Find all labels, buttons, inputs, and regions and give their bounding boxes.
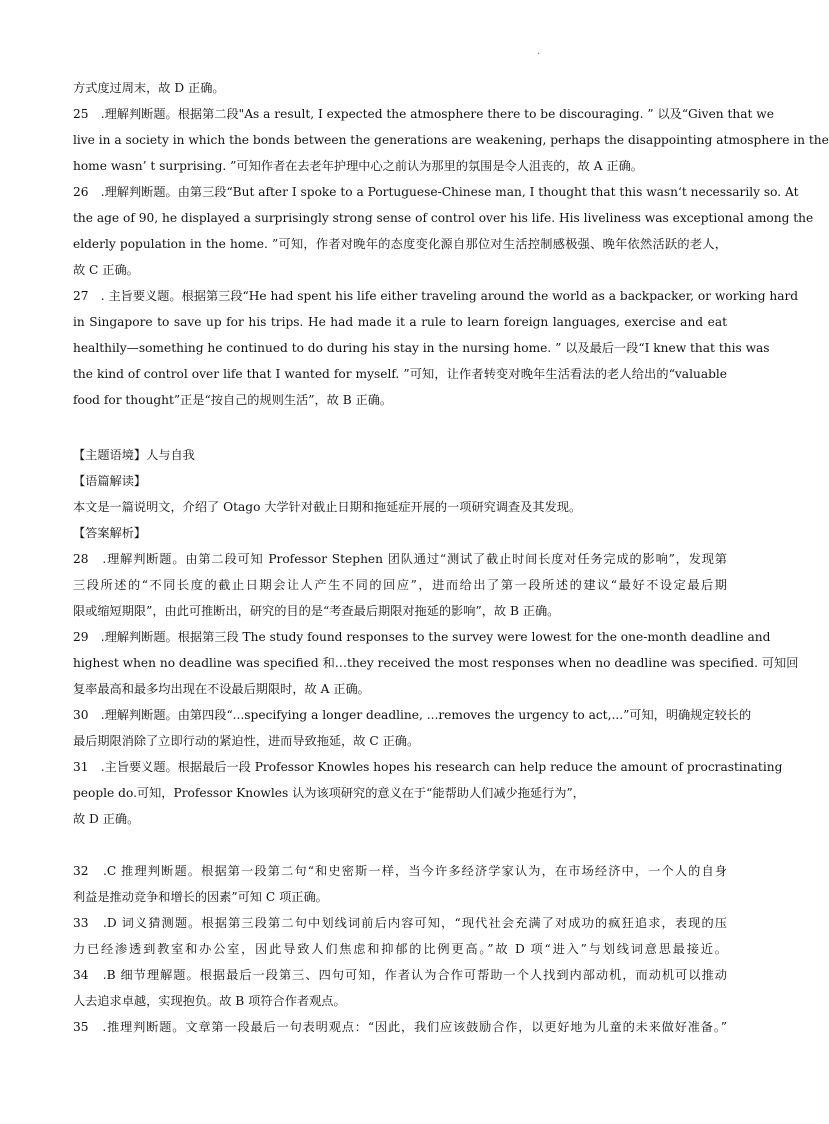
text-line: 最后期限消除了立即行动的紧迫性，进而导致拖延，故 C 正确。 (73, 734, 420, 748)
text-line: 三段所述的“不同长度的截止日期会让人产生不同的回应”，进而给出了第一段所述的建议“最好不设定最后期 (73, 578, 727, 592)
text-line: 故 C 正确。 (73, 263, 139, 277)
answer-section-28-31 (73, 442, 799, 832)
text-line: highest when no deadline was specified 和…they received the most responses when no deadline was specified. 可知回 (73, 656, 799, 670)
text-line: 本文是一篇说明文，介绍了 Otago 大学针对截止日期和拖延症开展的一项研究调查及其发现。 (73, 500, 582, 514)
text-line: 25 .理解判断题。根据第二段"As a result, I expected the atmosphere there to be discouraging. ” 以及“Given that we (73, 107, 774, 121)
text-line: 利益是推动竞争和增长的因素”可知 C 项正确。 (73, 890, 328, 904)
answer-section-32-35 (73, 858, 727, 1040)
text-line: 34 .B 细节理解题。根据最后一段第三、四句可知，作者认为合作可帮助一个人找到内部动机，而动机可以推动 (73, 968, 727, 982)
text-line: 力已经渗透到教室和办公室，因此导致人们焦虑和抑郁的比例更高。”故 D 项“进入”与划线词意思最接近。 (73, 942, 727, 956)
answer-section-25-27 (73, 75, 829, 413)
text-line: 35 .推理判断题。文章第一段最后一句表明观点：“因此，我们应该鼓励合作，以更好地为儿童的未来做好准备。” (73, 1020, 727, 1034)
text-line: 人去追求卓越，实现抱负。故 B 项符合作者观点。 (73, 994, 346, 1008)
text-line: 29 .理解判断题。根据第三段 The study found responses to the survey were lowest for the one-month deadline and (73, 630, 771, 644)
text-line: healthily—something he continued to do during his stay in the nursing home. ” 以及最后一段“I knew that this was (73, 341, 770, 355)
text-line: the age of 90, he displayed a surprisingly strong sense of control over his life. His liveliness was exceptional among the (73, 211, 814, 225)
text-line: food for thought”正是“按自己的规则生活”，故 B 正确。 (73, 393, 393, 407)
section-heading: 【语篇解读】 (73, 474, 147, 488)
text-line: in Singapore to save up for his trips. He had made it a rule to learn foreign languages, exercise and eat (73, 315, 727, 329)
text-line: 27 . 主旨要义题。根据第三段“He had spent his life either traveling around the world as a backpacker, or working hard (73, 289, 799, 303)
text-line: 33 .D 词义猜测题。根据第三段第二句中划线词前后内容可知，“现代社会充满了对成功的疯狂追求，表现的压 (73, 916, 727, 930)
text-line: 31 .主旨要义题。根据最后一段 Professor Knowles hopes his research can help reduce the amount of procrastinating (73, 760, 783, 774)
text-line: 限或缩短期限”，由此可推断出，研究的目的是“考查最后期限对拖延的影响”，故 B 正确。 (73, 604, 560, 618)
text-line: 32 .C 推理判断题。根据第一段第二句“和史密斯一样，当今许多经济学家认为，在市场经济中，一个人的自身 (73, 864, 727, 878)
section-heading: 【答案解析】 (73, 526, 147, 540)
header-mark: . (537, 46, 541, 57)
text-line: people do.可知，Professor Knowles 认为该项研究的意义在于“能帮助人们减少拖延行为”， (73, 786, 585, 800)
text-line: elderly population in the home. ”可知，作者对晚年的态度变化源自那位对生活控制感极强、晚年依然活跃的老人， (73, 237, 727, 251)
text-line: home wasn’ t surprising. ”可知作者在去老年护理中心之前认为那里的氛围是令人沮丧的，故 A 正确。 (73, 159, 643, 173)
text-line: 复率最高和最多均出现在不设最后期限时，故 A 正确。 (73, 682, 370, 696)
text-line: 30 .理解判断题。由第四段“...specifying a longer deadline, ...removes the urgency to act,...”可知，明确规定较长的 (73, 708, 752, 722)
text-line: 26 .理解判断题。由第三段“But after I spoke to a Portuguese-Chinese man, I thought that this wasn‘t necessarily so. At (73, 185, 799, 199)
text-line: live in a society in which the bonds between the generations are weakening, perhaps the disappointing atmosphere in the (73, 133, 829, 147)
section-heading: 【主题语境】人与自我 (73, 448, 195, 462)
text-line: the kind of control over life that I wanted for myself. ”可知，让作者转变对晚年生活看法的老人给出的“valuable (73, 367, 727, 381)
text-line: 故 D 正确。 (73, 812, 140, 826)
text-line: 方式度过周末，故 D 正确。 (73, 81, 225, 95)
text-line: 28 .理解判断题。由第二段可知 Professor Stephen 团队通过“测试了截止时间长度对任务完成的影响”，发现第 (73, 552, 727, 566)
